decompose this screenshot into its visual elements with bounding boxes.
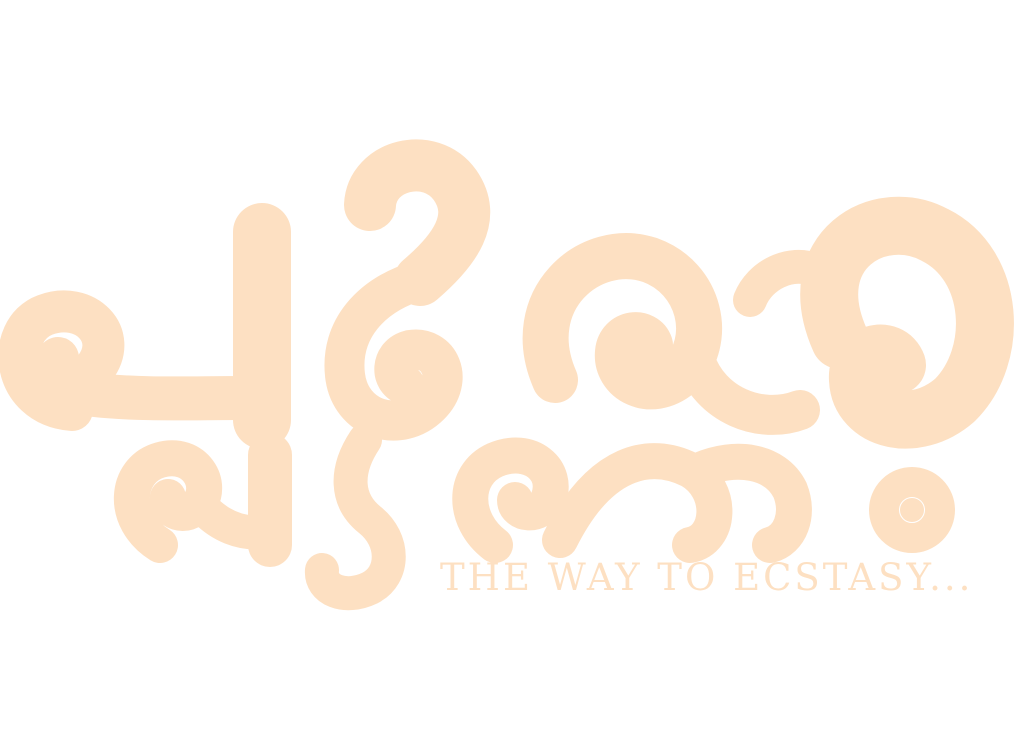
glyph-ttha [470, 456, 794, 545]
glyph-ma-large [695, 226, 985, 420]
glyph-re-loop [344, 165, 464, 420]
glyph-va [132, 455, 270, 545]
glyph-ru-sign [322, 440, 389, 593]
logo-glyphs [19, 165, 985, 593]
tagline: THE WAY TO ECSTASY... [440, 556, 974, 599]
glyph-pa [19, 232, 262, 420]
glyph-ma [546, 256, 699, 386]
glyph-anusvara [884, 482, 940, 538]
